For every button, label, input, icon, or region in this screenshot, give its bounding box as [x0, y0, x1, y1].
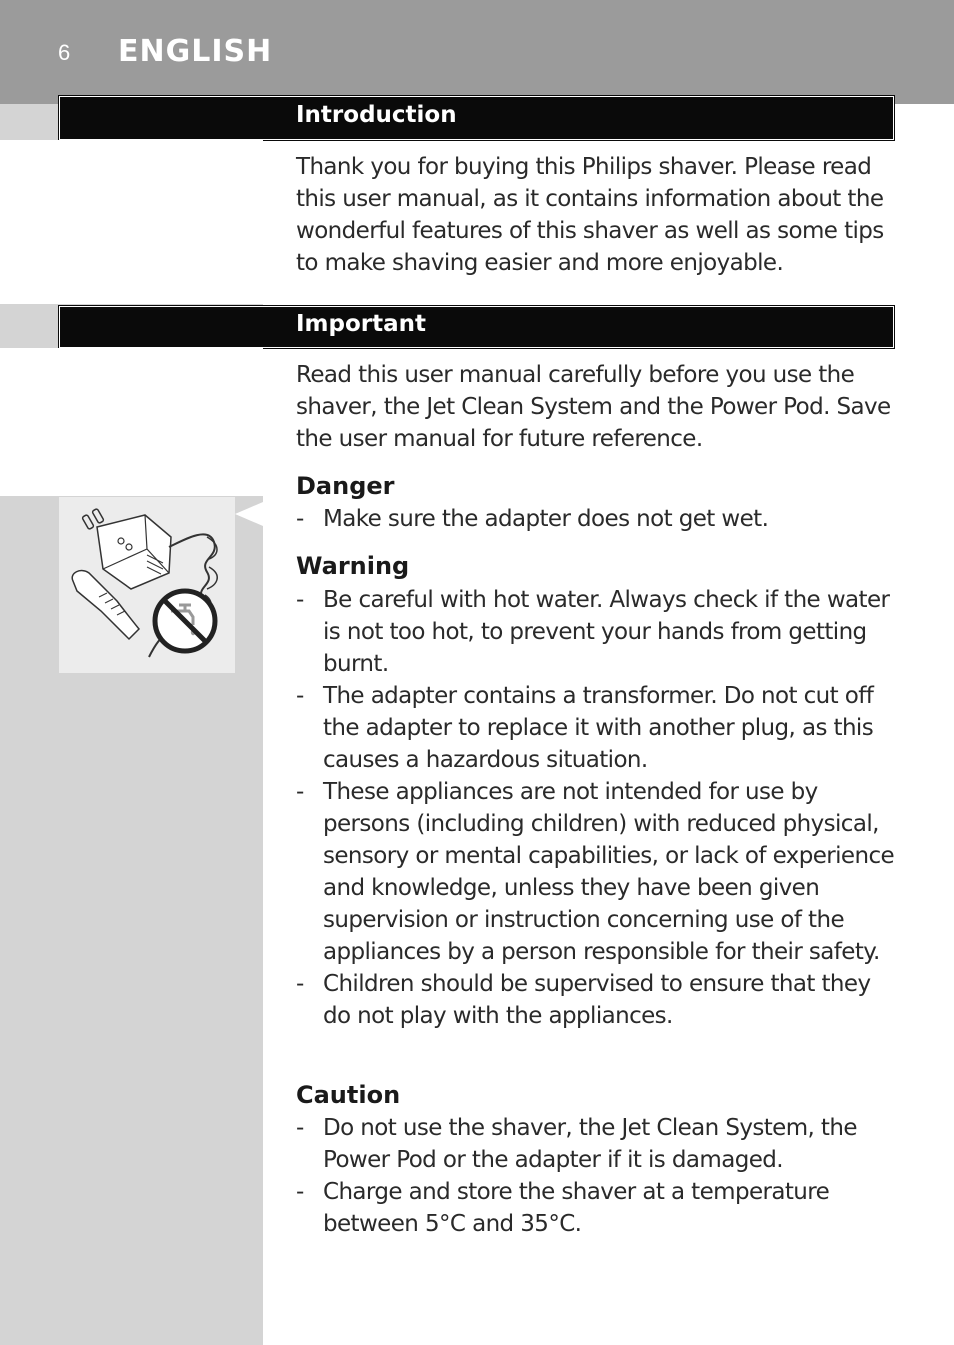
danger-list — [296, 503, 896, 535]
important-paragraph: Read this user manual carefully before you use the shaver, the Jet Clean System and the Power Pod. Save the user manual for future reference. — [296, 362, 891, 452]
list-item: - Be careful with hot water. Always check if the water is not too hot, to prevent your hands from getting burnt. — [296, 584, 896, 680]
intro-margin-strip — [0, 140, 263, 304]
important-heading-bar — [59, 306, 894, 348]
important-heading: Important — [296, 311, 427, 337]
adapter-no-water-icon — [59, 497, 235, 673]
introduction-heading-bar — [59, 96, 894, 140]
introduction-paragraph: Thank you for buying this Philips shaver. Please read this user manual, as it contains information about the wonderful features of this shaver as well as some tips to make shaving easier and more enjoyable. — [296, 154, 884, 276]
list-item: - Charge and store the shaver at a temperature between 5°C and 35°C. — [296, 1176, 896, 1240]
adapter-illustration — [59, 497, 235, 673]
caution-heading: Caution — [296, 1081, 401, 1109]
list-item: - These appliances are not intended for use by persons (including children) with reduced physical, sensory or mental capabilities, or lack of experience and knowledge, unless they have been given supervision or instruction concerning use of the appliances by a person responsible for their safety. — [296, 776, 896, 968]
list-item: - Children should be supervised to ensure that they do not play with the appliances. — [296, 968, 896, 1032]
important-margin-strip — [0, 348, 263, 496]
list-item: - The adapter contains a transformer. Do not cut off the adapter to replace it with another plug, as this causes a hazardous situation. — [296, 680, 896, 776]
introduction-heading: Introduction — [296, 102, 457, 128]
danger-heading: Danger — [296, 472, 395, 500]
caution-list — [296, 1112, 896, 1240]
warning-heading: Warning — [296, 552, 410, 580]
list-item: - Do not use the shaver, the Jet Clean System, the Power Pod or the adapter if it is damaged. — [296, 1112, 896, 1176]
language-title: ENGLISH — [118, 34, 273, 69]
illustration-pointer — [235, 502, 263, 526]
page-number: 6 — [58, 40, 71, 65]
list-item: - Make sure the adapter does not get wet. — [296, 503, 896, 535]
warning-list — [296, 584, 896, 1032]
